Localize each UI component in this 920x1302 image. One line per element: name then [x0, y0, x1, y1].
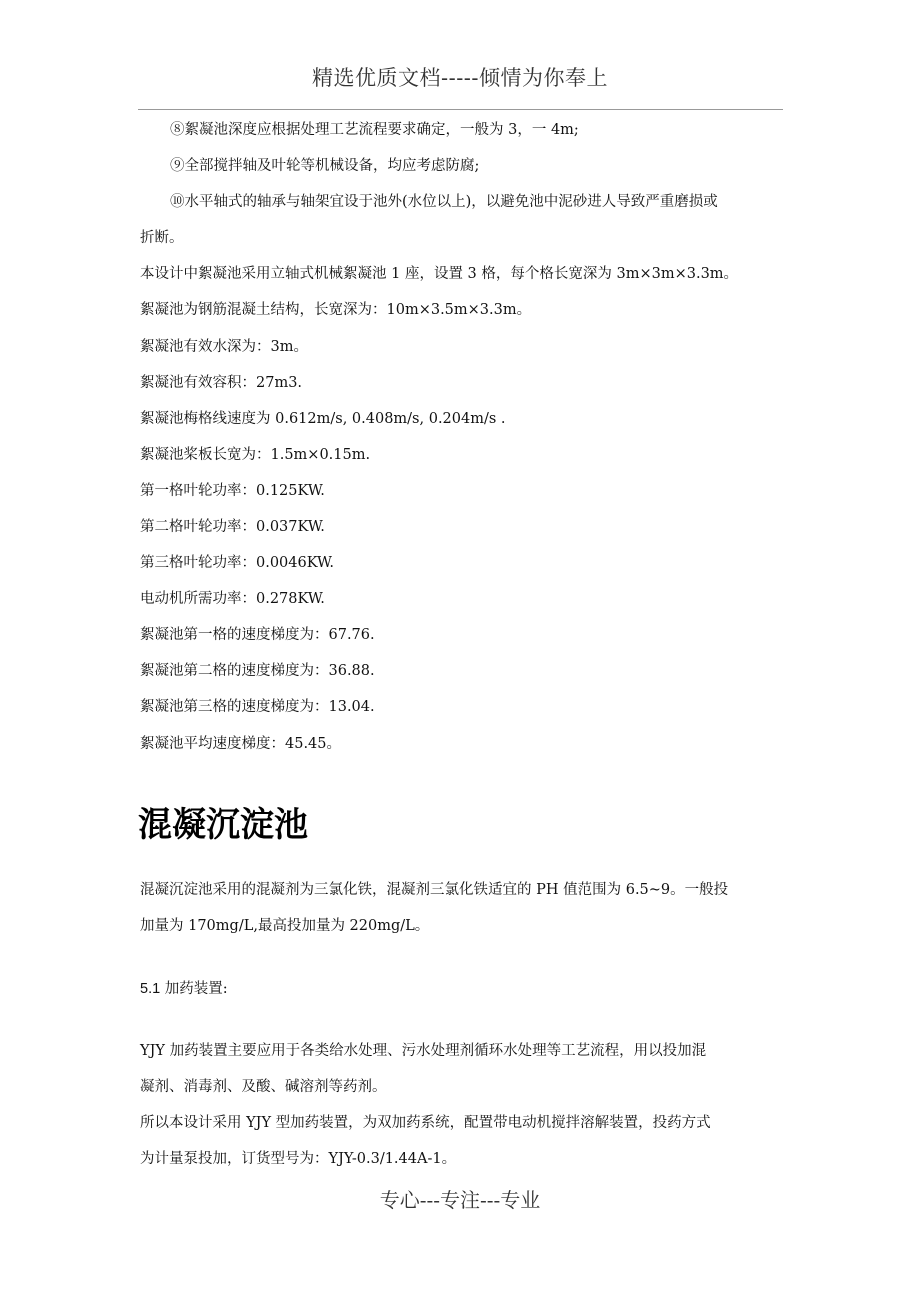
- param-line: 第一格叶轮功率：0.125KW.: [140, 483, 325, 499]
- subsection-title: 加药装置:: [160, 981, 228, 997]
- list-item: ⑨全部搅拌轴及叶轮等机械设备，均应考虑防腐;: [170, 158, 480, 174]
- param-line: 絮凝池有效容积：27m3.: [140, 375, 303, 391]
- param-line: 絮凝池第二格的速度梯度为：36.88.: [140, 663, 375, 679]
- page-header: 精选优质文档-----倾情为你奉上: [312, 66, 608, 90]
- param-line: 本设计中絮凝池采用立轴式机械絮凝池 1 座，设置 3 格，每个格长宽深为 3m×3m×3.3m。: [140, 266, 739, 282]
- param-line: 第三格叶轮功率：0.0046KW.: [140, 555, 335, 571]
- list-item: ⑩水平轴式的轴承与轴架宜设于池外(水位以上)，以避免池中泥砂进人导致严重磨损或: [170, 194, 718, 210]
- section-intro-line: 加量为 170mg/L,最高投加量为 220mg/L。: [140, 918, 430, 934]
- page-footer: 专心---专注---专业: [379, 1188, 541, 1212]
- body-line: YJY 加药装置主要应用于各类给水处理、污水处理剂循环水处理等工艺流程，用以投加混: [140, 1043, 707, 1059]
- param-line: 絮凝池第三格的速度梯度为：13.04.: [140, 699, 375, 715]
- param-line: 絮凝池为钢筋混凝土结构，长宽深为：10m×3.5m×3.3m。: [140, 302, 532, 318]
- param-line: 絮凝池梅格线速度为 0.612m/s, 0.408m/s, 0.204m/s .: [140, 411, 506, 427]
- section-intro-line: 混凝沉淀池采用的混凝剂为三氯化铁，混凝剂三氯化铁适宜的 PH 值范围为 6.5~9。一般投: [140, 882, 729, 898]
- list-item: ⑧絮凝池深度应根据处理工艺流程要求确定，一般为 3，一 4m;: [170, 122, 579, 138]
- body-line: 为计量泵投加，订货型号为：YJY-0.3/1.44A-1。: [140, 1151, 457, 1167]
- param-line: 电动机所需功率：0.278KW.: [140, 591, 325, 607]
- list-item-continuation: 折断。: [140, 230, 184, 246]
- body-line: 凝剂、消毒剂、及酸、碱溶剂等药剂。: [140, 1079, 387, 1095]
- param-line: 絮凝池平均速度梯度：45.45。: [140, 736, 342, 752]
- param-line: 絮凝池桨板长宽为：1.5m×0.15m.: [140, 447, 371, 463]
- param-line: 絮凝池第一格的速度梯度为：67.76.: [140, 627, 375, 643]
- param-line: 絮凝池有效水深为：3m。: [140, 339, 308, 355]
- header-divider: [138, 109, 783, 110]
- subsection-heading: [140, 979, 785, 999]
- section-heading: 混凝沉淀池: [138, 805, 308, 845]
- subsection-number: 5.1: [140, 981, 161, 997]
- body-line: 所以本设计采用 YJY 型加药装置，为双加药系统，配置带电动机搅拌溶解装置，投药方式: [140, 1115, 711, 1131]
- param-line: 第二格叶轮功率：0.037KW.: [140, 519, 325, 535]
